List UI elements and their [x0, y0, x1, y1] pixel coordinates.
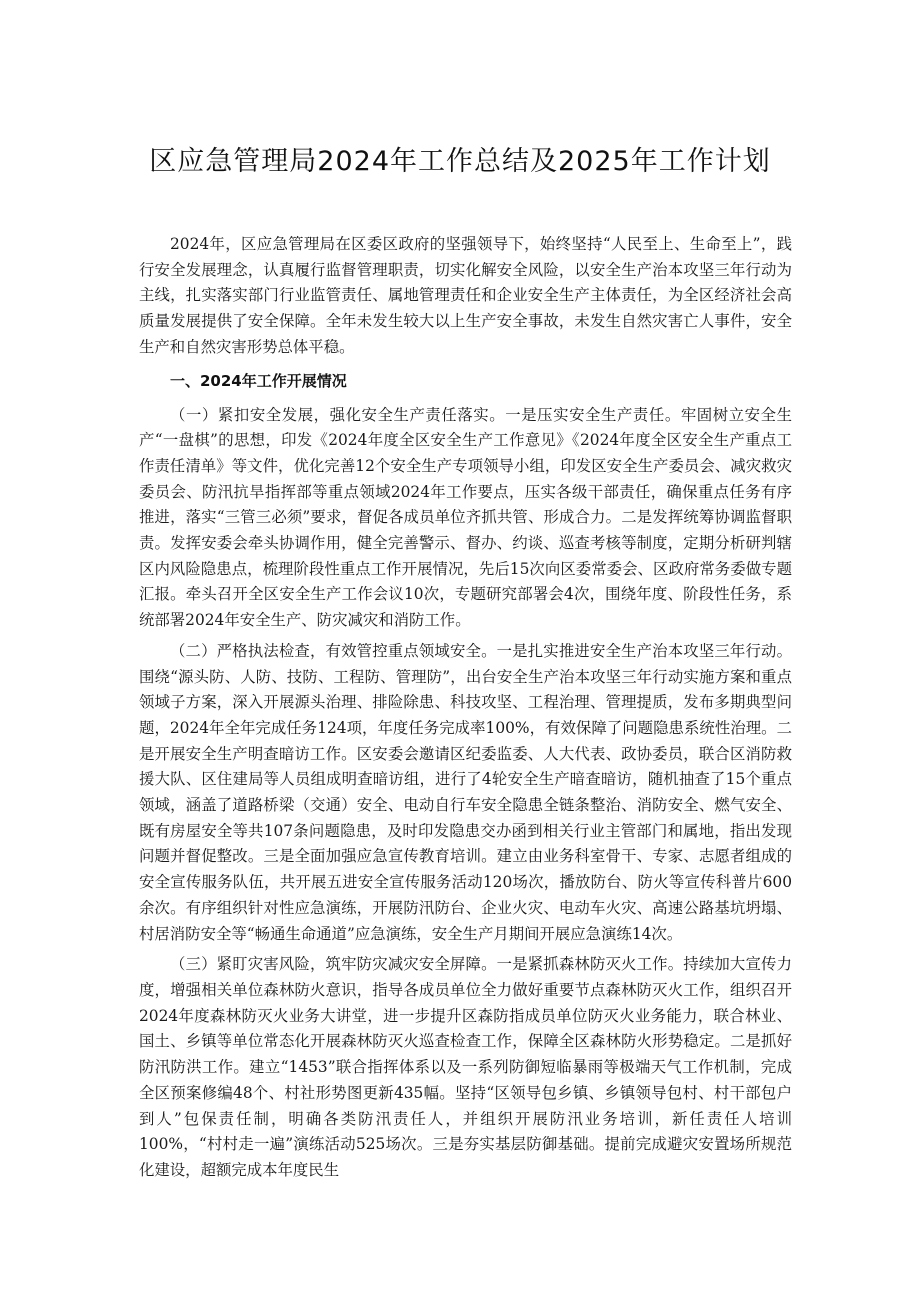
intro-paragraph: 2024年，区应急管理局在区委区政府的坚强领导下，始终坚持“人民至上、生命至上”，践行安全发展理念，认真履行监督管理职责，切实化解安全风险，以安全生产治本攻坚三年行动为主线，扎实落实部门行业监管责任、属地管理责任和企业安全生产主体责任，为全区经济社会高质量发展提供了安全保障。全年未发生较大以上生产安全事故，未发生自然灾害亡人事件，安全生产和自然灾害形势总体平稳。 [139, 235, 792, 356]
section1-paragraph-3: （三）紧盯灾害风险，筑牢防灾减灾安全屏障。一是紧抓森林防灭火工作。持续加大宣传力度，增强相关单位森林防火意识，指导各成员单位全力做好重要节点森林防灭火工作，组织召开2024年度森林防灭火业务大讲堂，进一步提升区森防指成员单位防灭火业务能力，联合林业、国土、乡镇等单位常态化开展森林防灭火巡查检查工作，保障全区森林防火形势稳定。二是抓好防汛防洪工作。建立“1453”联合指挥体系以及一系列防御短临暴雨等极端天气工作机制，完成全区预案修编48个、村社形势图更新435幅。坚持“区领导包乡镇、乡镇领导包村、村干部包户到人”包保责任制，明确各类防汛责任人，并组织开展防汛业务培训，新任责任人培训100%，“村村走一遍”演练活动525场次。三是夯实基层防御基础。提前完成避灾安置场所规范化建设，超额完成本年度民生 [139, 955, 792, 1179]
document-title: 区应急管理局2024年工作总结及2025年工作计划 [149, 146, 771, 177]
document-body [139, 232, 792, 1189]
section1-paragraph-1: （一）紧扣安全发展，强化安全生产责任落实。一是压实安全生产责任。牢固树立安全生产“一盘棋”的思想，印发《2024年度全区安全生产工作意见》《2024年度全区安全生产重点工作责任清单》等文件，优化完善12个安全生产专项领导小组，印发区安全生产委员会、减灾救灾委员会、防汛抗旱指挥部等重点领域2024年工作要点，压实各级干部责任，确保重点任务有序推进，落实“三管三必须”要求，督促各成员单位齐抓共管、形成合力。二是发挥统筹协调监督职责。发挥安委会牵头协调作用，健全完善警示、督办、约谈、巡查考核等制度，定期分析研判辖区内风险隐患点，梳理阶段性重点工作开展情况，先后15次向区委常委会、区政府常务委做专题汇报。牵头召开全区安全生产工作会议10次，专题研究部署会4次，围绕年度、阶段性任务，系统部署2024年安全生产、防灾减灾和消防工作。 [139, 405, 792, 630]
section1-paragraph-2: （二）严格执法检查，有效管控重点领域安全。一是扎实推进安全生产治本攻坚三年行动。围绕“源头防、人防、技防、工程防、管理防”，出台安全生产治本攻坚三年行动实施方案和重点领域子方案，深入开展源头治理、排险除患、科技攻坚、工程治理、管理提质，发布多期典型问题，2024年全年完成任务124项，年度任务完成率100%，有效保障了问题隐患系统性治理。二是开展安全生产明查暗访工作。区安委会邀请区纪委监委、人大代表、政协委员，联合区消防救援大队、区住建局等人员组成明查暗访组，进行了4轮安全生产暗查暗访，随机抽查了15个重点领域，涵盖了道路桥梁（交通）安全、电动自行车安全隐患全链条整治、消防安全、燃气安全、既有房屋安全等共107条问题隐患，及时印发隐患交办函到相关行业主管部门和属地，指出发现问题并督促整改。三是全面加强应急宣传教育培训。建立由业务科室骨干、专家、志愿者组成的安全宣传服务队伍，共开展五进安全宣传服务活动120场次，播放防台、防火等宣传科普片600余次。有序组织针对性应急演练，开展防汛防台、企业火灾、电动车火灾、高速公路基坑坍塌、村居消防安全等“畅通生命通道”应急演练，安全生产月期间开展应急演练14次。 [139, 641, 792, 943]
section-heading: 一、2024年工作开展情况 [170, 371, 347, 390]
